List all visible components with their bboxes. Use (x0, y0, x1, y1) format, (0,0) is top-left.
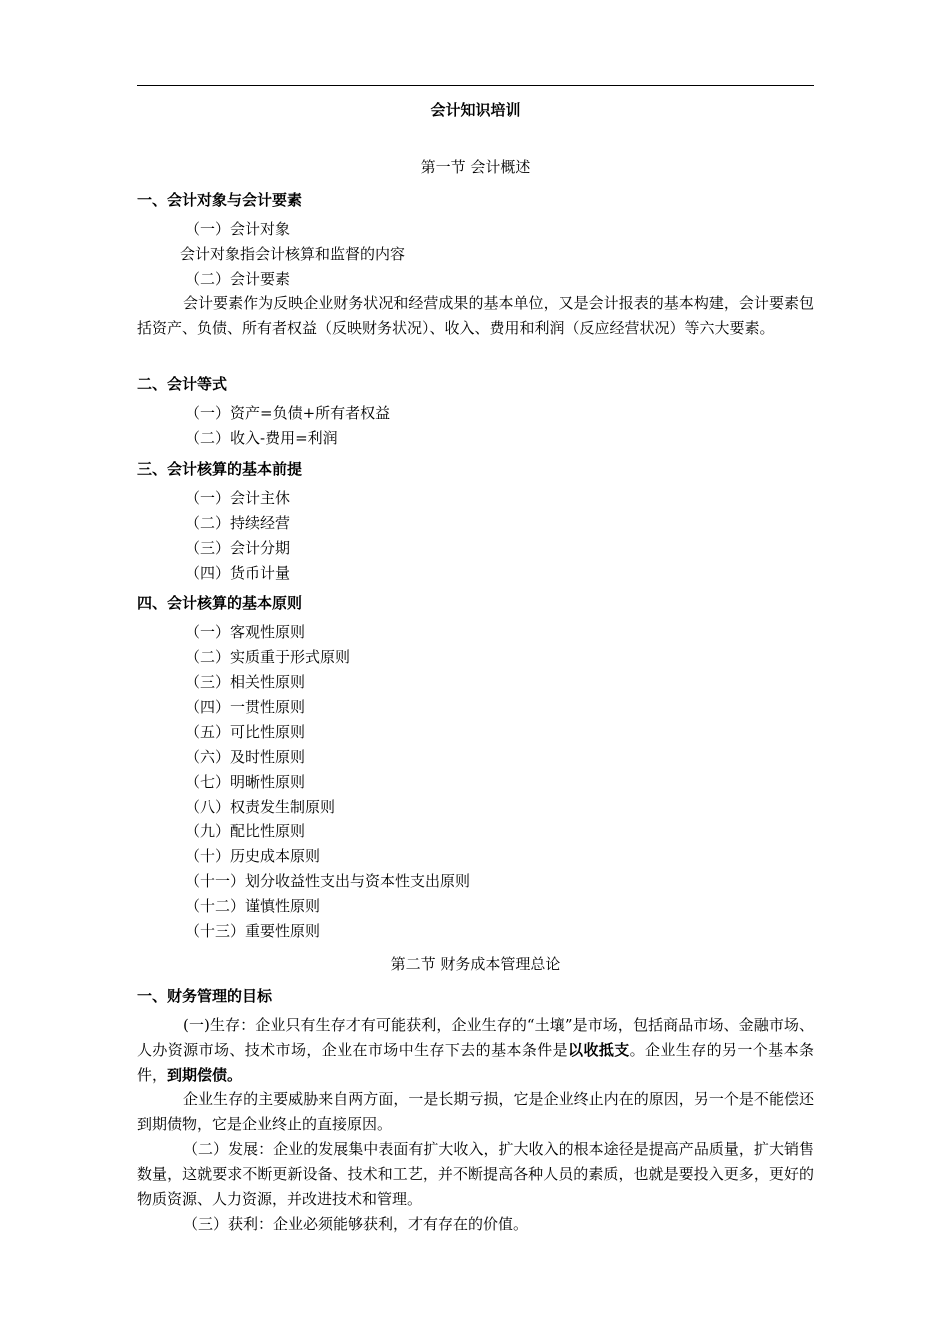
list-item: （二）持续经营 (185, 514, 291, 532)
paragraph-accounting-elements: 会计要素作为反映企业财务状况和经营成果的基本单位，又是会计报表的基本构建，会计要素包括资产、负债、所有者权益（反映财务状况）、收入、费用和利润（反应经营状况）等六大要素。 (137, 294, 814, 337)
survival-text: (一)生存：企业只有生存才有可能获利，企业生存的“土壤”是市场，包括商品市场、金融市场、人办资源市场、技术市场，企业在市场中生存下去的基本条件是 (137, 1016, 814, 1059)
heading-accounting-objects: 一、会计对象与会计要素 (137, 191, 303, 209)
document-title: 会计知识培训 (430, 101, 521, 119)
list-item: （四）货币计量 (185, 564, 291, 582)
list-item: （八）权责发生制原则 (185, 798, 336, 816)
list-item: （一）资产=负债+所有者权益 (185, 404, 391, 422)
subheading-accounting-elements: （二）会计要素 (185, 270, 291, 288)
paragraph-profit: （三）获利：企业必须能够获利，才有存在的价值。 (183, 1215, 529, 1233)
survival-condition-1: 以收抵支 (568, 1041, 630, 1059)
list-item: （一）客观性原则 (185, 623, 306, 641)
list-item: （五）可比性原则 (185, 723, 306, 741)
heading-accounting-equation: 二、会计等式 (137, 375, 228, 393)
header-rule (137, 85, 814, 86)
list-item: （十一）划分收益性支出与资本性支出原则 (185, 872, 471, 890)
paragraph-accounting-object: 会计对象指会计核算和监督的内容 (180, 245, 406, 263)
list-item: （十）历史成本原则 (185, 847, 321, 865)
list-item: （二）收入-费用=利润 (185, 429, 338, 447)
list-item: （三）会计分期 (185, 539, 291, 557)
section-1-title: 第一节 会计概述 (420, 158, 531, 176)
list-item: （十二）谨慎性原则 (185, 897, 321, 915)
paragraph-development: （二）发展：企业的发展集中表面有扩大收入，扩大收入的根本途径是提高产品质量，扩大销售数量，这就要求不断更新设备、技术和工艺，并不断提高各种人员的素质，也就是要投入更多，更好的物质资源、人力资源，并改进技术和管理。 (137, 1140, 814, 1208)
paragraph-survival (137, 1013, 814, 1088)
list-item: （四）一贯性原则 (185, 698, 306, 716)
section-2-title: 第二节 财务成本管理总论 (390, 955, 561, 973)
list-item: （一）会计主休 (185, 489, 291, 507)
list-item: （二）实质重于形式原则 (185, 648, 351, 666)
list-item: （十三）重要性原则 (185, 922, 321, 940)
survival-condition-2: 到期偿债。 (167, 1066, 243, 1084)
list-item: （七）明晰性原则 (185, 773, 306, 791)
heading-basic-premises: 三、会计核算的基本前提 (137, 460, 303, 478)
survival-text-2: 。企业生存的另一个基本条件， (137, 1041, 814, 1084)
paragraph-threats: 企业生存的主要威胁来自两方面，一是长期亏损，它是企业终止内在的原因，另一个是不能偿还到期债物，它是企业终止的直接原因。 (137, 1090, 814, 1133)
heading-basic-principles: 四、会计核算的基本原则 (137, 594, 303, 612)
subheading-accounting-object: （一）会计对象 (185, 220, 291, 238)
list-item: （六）及时性原则 (185, 748, 306, 766)
list-item: （三）相关性原则 (185, 673, 306, 691)
heading-financial-goals: 一、财务管理的目标 (137, 987, 273, 1005)
list-item: （九）配比性原则 (185, 822, 306, 840)
